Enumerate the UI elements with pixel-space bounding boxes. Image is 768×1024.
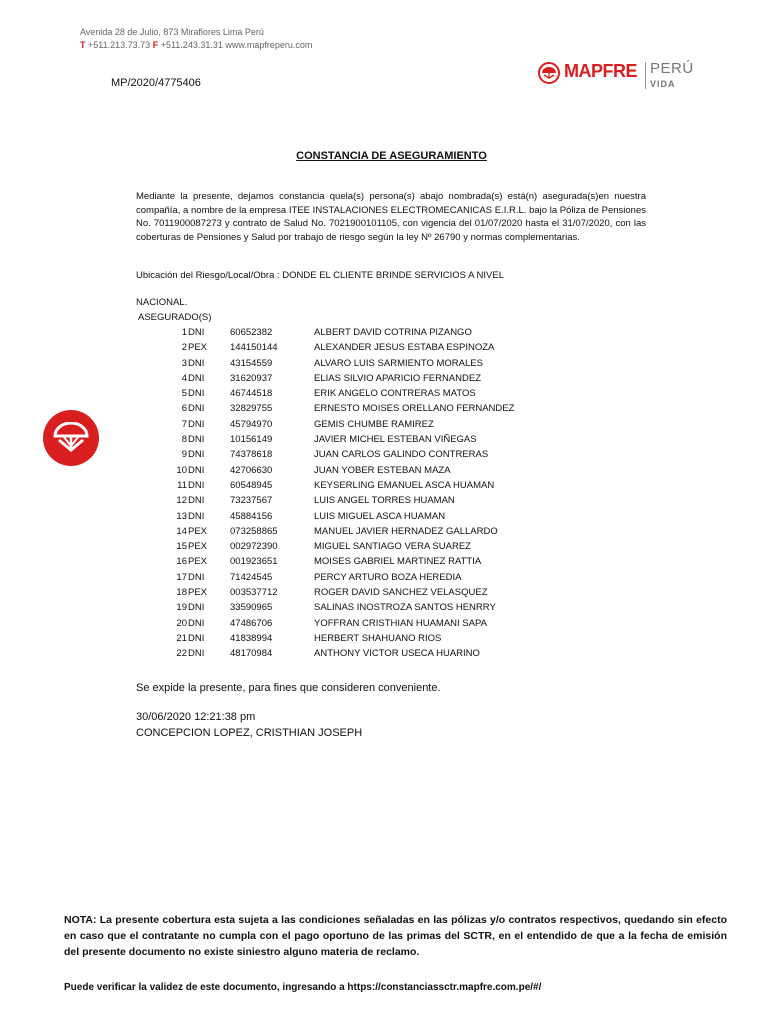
document-number: 41838994 [230, 632, 273, 644]
insured-number: 1 [181, 327, 187, 338]
logo-country-text: PERÚ [650, 60, 694, 77]
insured-row [0, 401, 768, 416]
document-number: 47486706 [230, 617, 273, 629]
insured-number: 8 [181, 434, 187, 446]
document-number: 45884156 [230, 510, 273, 522]
insured-name: JUAN CARLOS GALINDO CONTRERAS [314, 449, 489, 461]
document-number: 60548945 [230, 479, 273, 491]
document-type: DNI [188, 418, 205, 430]
insured-list [0, 325, 768, 662]
insured-name: ERIK ANGELO CONTRERAS MATOS [314, 388, 476, 400]
document-number: 33590965 [230, 602, 273, 614]
document-number: 144150144 [230, 342, 278, 354]
insured-row [0, 325, 768, 340]
insured-number: 22 [176, 648, 187, 660]
insured-row [0, 463, 768, 478]
insured-row [0, 340, 768, 355]
document-type: PEX [188, 587, 208, 599]
insured-header: ASEGURADO(S) [138, 312, 212, 323]
insured-number: 10 [176, 464, 187, 476]
address-line: Avenida 28 de Julio, 873 Miraflores Lima Perú [80, 27, 264, 37]
insured-name: MIGUEL SANTIAGO VERA SUAREZ [314, 541, 471, 553]
document-type: DNI [188, 327, 205, 338]
document-number: 001923651 [230, 556, 278, 568]
insured-name: JUAN YOBER ESTEBAN MAZA [314, 464, 451, 476]
insured-name: LUIS ANGEL TORRES HUAMAN [314, 495, 455, 507]
document-number: 46744518 [230, 388, 273, 400]
insured-name: MANUEL JAVIER HERNADEZ GALLARDO [314, 525, 498, 537]
document-number: 003537712 [230, 587, 278, 599]
insured-name: KEYSERLING EMANUEL ASCA HUAMAN [314, 479, 495, 491]
insured-name: GEMIS CHUMBE RAMIREZ [314, 418, 434, 430]
insured-row [0, 356, 768, 371]
document-number: 60652382 [230, 327, 273, 338]
insured-name: ELIAS SILVIO APARICIO FERNANDEZ [314, 372, 481, 384]
document-type: DNI [188, 510, 205, 522]
document-number: 002972390 [230, 541, 278, 553]
insured-row [0, 371, 768, 386]
document-type: DNI [188, 479, 205, 491]
document-number: 45794970 [230, 418, 273, 430]
insured-name: ALEXANDER JESUS ESTABA ESPINOZA [314, 342, 495, 354]
document-type: DNI [188, 372, 205, 384]
document-type: DNI [188, 434, 205, 446]
issue-timestamp: 30/06/2020 12:21:38 pm [136, 711, 256, 723]
insured-name: ALBERT DAVID COTRINA PIZANGO [314, 327, 472, 338]
insured-number: 4 [181, 372, 187, 384]
insured-name: JAVIER MICHEL ESTEBAN VIÑEGAS [314, 434, 477, 446]
document-number: 31620937 [230, 372, 273, 384]
insured-name: ROGER DAVID SANCHEZ VELASQUEZ [314, 587, 488, 599]
document-type: PEX [188, 556, 208, 568]
document-number: 43154559 [230, 357, 273, 369]
letterhead-address [80, 26, 312, 52]
insured-row [0, 646, 768, 661]
insured-row [0, 554, 768, 569]
phone-label: T [80, 40, 86, 50]
insured-number: 9 [181, 449, 187, 461]
insured-number: 2 [181, 342, 187, 354]
insured-name: ANTHONY VICTOR USECA HUARINO [314, 648, 480, 660]
document-type: DNI [188, 464, 205, 476]
insured-name: ALVARO LUIS SARMIENTO MORALES [314, 357, 483, 369]
document-number: 48170984 [230, 648, 273, 660]
document-reference: MP/2020/4775406 [111, 77, 201, 89]
insured-row [0, 417, 768, 432]
insured-number: 21 [176, 632, 187, 644]
document-type: DNI [188, 648, 205, 660]
document-number: 073258865 [230, 525, 278, 537]
fax-and-website: +511.243.31.31 www.mapfreperu.com [160, 40, 313, 50]
logo-divider [645, 62, 646, 89]
document-number: 74378618 [230, 449, 273, 461]
document-number: 42706630 [230, 464, 273, 476]
insured-row [0, 539, 768, 554]
document-type: PEX [188, 541, 208, 553]
document-type: DNI [188, 632, 205, 644]
coverage-paragraph: Mediante la presente, dejamos constancia quela(s) persona(s) abajo nombrada(s) está(n) asegurada(s)en nuestra compañía, a nombre de la empresa ITEE INSTALACIONES ELECTROMECANICAS E.I.R.L. bajo la Póliza de Pensiones No. 7011900087273 y contrato de Salud No. 7021900101105, con vigencia del 01/07/2020 hasta el 31/07/2020, con las coberturas de Pensiones y Salud por trabajo de riesgo según la ley Nº 26790 y normas complementarias. [136, 191, 646, 243]
document-title: CONSTANCIA DE ASEGURAMIENTO [296, 150, 487, 162]
verification-notice: Puede verificar la validez de este documento, ingresando a https://constanciassctr.mapfre.com.pe/#/ [64, 982, 542, 993]
insured-number: 19 [176, 602, 187, 614]
insured-number: 13 [176, 510, 187, 522]
risk-location-continued: NACIONAL. [136, 297, 188, 308]
insured-number: 3 [181, 357, 187, 369]
insured-number: 7 [181, 418, 187, 430]
document-type: DNI [188, 617, 205, 629]
insured-row [0, 616, 768, 631]
disclaimer-note: NOTA: La presente cobertura esta sujeta a las condiciones señaladas en las pólizas y/o contratos respectivos, quedando sin efecto en caso que el contratante no cumpla con el pago oportuno de las primas del SCTR, en el entendido de que a la fecha de emisión del presente documento no existe siniestro alguno materia de reclamo. [64, 914, 727, 958]
risk-location: Ubicación del Riesgo/Local/Obra : DONDE EL CLIENTE BRINDE SERVICIOS A NIVEL [136, 270, 505, 281]
document-number: 32829755 [230, 403, 273, 415]
mapfre-emblem-icon [538, 62, 560, 84]
insured-name: MOISES GABRIEL MARTINEZ RATTIA [314, 556, 482, 568]
insured-number: 16 [176, 556, 187, 568]
document-type: DNI [188, 495, 205, 507]
logo-brand-text: MAPFRE [564, 61, 637, 81]
insured-row [0, 509, 768, 524]
document-type: DNI [188, 403, 205, 415]
insured-number: 6 [181, 403, 187, 415]
phone-number: +511.213.73.73 [88, 40, 151, 50]
insured-number: 14 [176, 525, 187, 537]
document-type: DNI [188, 388, 205, 400]
insured-row [0, 493, 768, 508]
insured-row [0, 585, 768, 600]
insured-row [0, 600, 768, 615]
insured-name: YOFFRAN CRISTHIAN HUAMANI SAPA [314, 617, 487, 629]
closing-statement: Se expide la presente, para fines que consideren conveniente. [136, 682, 441, 694]
insured-row [0, 631, 768, 646]
insured-number: 11 [177, 479, 187, 491]
insured-name: PERCY ARTURO BOZA HEREDIA [314, 571, 462, 583]
insured-name: LUIS MIGUEL ASCA HUAMAN [314, 510, 446, 522]
fax-label: F [152, 40, 159, 50]
insured-number: 20 [176, 617, 187, 629]
insured-number: 5 [181, 388, 187, 400]
signer-name: CONCEPCION LOPEZ, CRISTHIAN JOSEPH [136, 727, 363, 739]
insured-name: SALINAS INOSTROZA SANTOS HENRRY [314, 602, 496, 614]
insured-number: 12 [176, 495, 187, 507]
logo-line-text: VIDA [650, 79, 676, 89]
mapfre-logo [538, 60, 694, 92]
document-number: 10156149 [230, 434, 273, 446]
insured-number: 18 [176, 587, 187, 599]
insured-row [0, 524, 768, 539]
insured-row [0, 386, 768, 401]
document-number: 71424545 [230, 571, 273, 583]
contact-line [80, 39, 312, 52]
insured-row [0, 432, 768, 447]
insured-name: HERBERT SHAHUANO RIOS [314, 632, 442, 644]
insured-number: 17 [176, 571, 187, 583]
document-type: PEX [188, 525, 208, 537]
insured-row [0, 447, 768, 462]
document-type: DNI [188, 602, 205, 614]
document-type: PEX [188, 342, 208, 354]
insured-row [0, 570, 768, 585]
document-type: DNI [188, 571, 205, 583]
insured-number: 15 [176, 541, 187, 553]
document-number: 73237567 [230, 495, 273, 507]
document-type: DNI [188, 357, 205, 369]
insured-name: ERNESTO MOISES ORELLANO FERNANDEZ [314, 403, 515, 415]
document-type: DNI [188, 449, 205, 461]
insured-row [0, 478, 768, 493]
